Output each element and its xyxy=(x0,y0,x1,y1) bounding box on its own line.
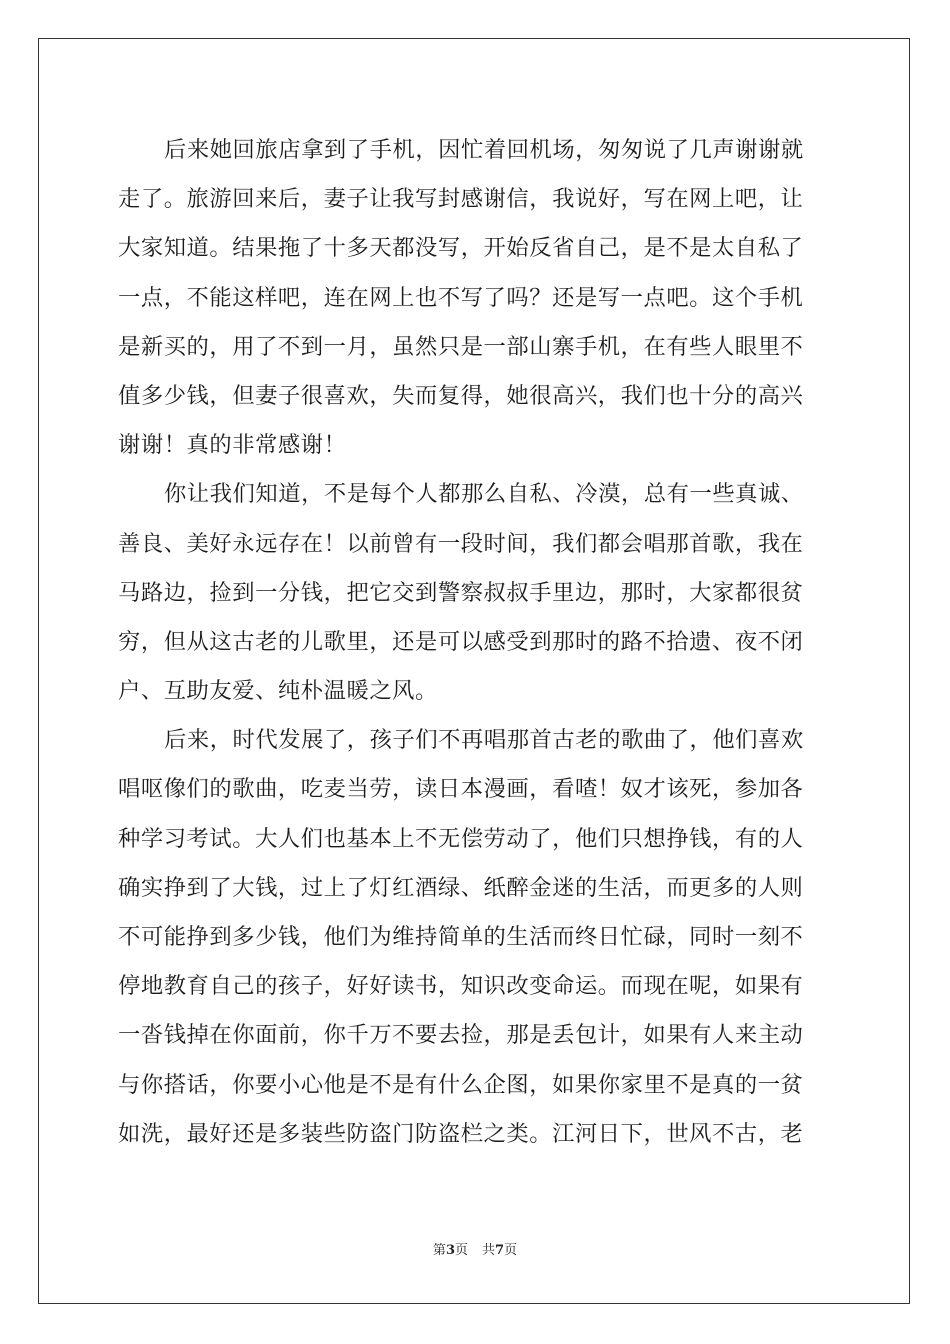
total-page-number: 7 xyxy=(495,1243,505,1258)
text-line: 不可能挣到多少钱，他们为维持简单的生活而终日忙碌，同时一刻不 xyxy=(118,924,804,950)
text-line: 后来，时代发展了，孩子们不再唱那首古老的歌曲了，他们喜欢 xyxy=(164,727,804,754)
page-suffix: 页 xyxy=(454,1243,468,1258)
text-line: 走了。旅游回来后，妻子让我写封感谢信，我说好，写在网上吧，让 xyxy=(118,186,804,213)
text-line: 是新买的，用了不到一月，虽然只是一部山寨手机，在有些人眼里不 xyxy=(118,333,804,360)
text-line: 谢谢！真的非常感谢！ xyxy=(118,432,347,459)
text-line: 善良、美好永远存在！以前曾有一段时间，我们都会唱那首歌，我在 xyxy=(118,530,804,557)
document-body xyxy=(118,126,830,1159)
text-line: 马路边，捡到一分钱，把它交到警察叔叔手里边，那时，大家都很贫 xyxy=(118,579,804,606)
text-line: 确实挣到了大钱，过上了灯红酒绿、纸醉金迷的生活，而更多的人则 xyxy=(118,874,804,901)
text-line: 后来她回旅店拿到了手机，因忙着回机场，匆匆说了几声谢谢就 xyxy=(164,137,804,163)
text-line: 唱呕像们的歌曲，吃麦当劳，读日本漫画，看喳！奴才该死，参加各 xyxy=(118,776,804,803)
text-line: 大家知道。结果拖了十多天都没写，开始反省自己，是不是太自私了 xyxy=(118,235,804,262)
current-page-number: 3 xyxy=(445,1243,455,1258)
text-line: 一点，不能这样吧，连在网上也不写了吗？还是写一点吧。这个手机 xyxy=(118,284,804,311)
page-prefix: 第 xyxy=(432,1243,446,1258)
text-line: 一沓钱掉在你面前，你千万不要去捡，那是丢包计，如果有人来主动 xyxy=(118,1022,804,1049)
text-line: 户、互助友爱、纯朴温暖之风。 xyxy=(118,678,438,705)
total-prefix: 共 xyxy=(482,1243,496,1258)
text-line: 与你搭话，你要小心他是不是有什么企图，如果你家里不是真的一贫 xyxy=(118,1071,804,1098)
page-footer xyxy=(0,1243,950,1259)
total-suffix: 页 xyxy=(504,1243,518,1258)
text-line: 如洗，最好还是多装些防盗门防盗栏之类。江河日下，世风不古，老 xyxy=(118,1120,804,1147)
text-line: 停地教育自己的孩子，好好读书，知识改变命运。而现在呢，如果有 xyxy=(118,973,804,1000)
text-line: 值多少钱，但妻子很喜欢，失而复得，她很高兴，我们也十分的高兴 xyxy=(118,382,804,409)
text-line: 穷，但从这古老的儿歌里，还是可以感受到那时的路不拾遗、夜不闭 xyxy=(118,628,804,655)
text-line: 种学习考试。大人们也基本上不无偿劳动了，他们只想挣钱，有的人 xyxy=(118,825,804,852)
text-line: 你让我们知道，不是每个人都那么自私、冷漠，总有一些真诚、 xyxy=(164,481,804,508)
